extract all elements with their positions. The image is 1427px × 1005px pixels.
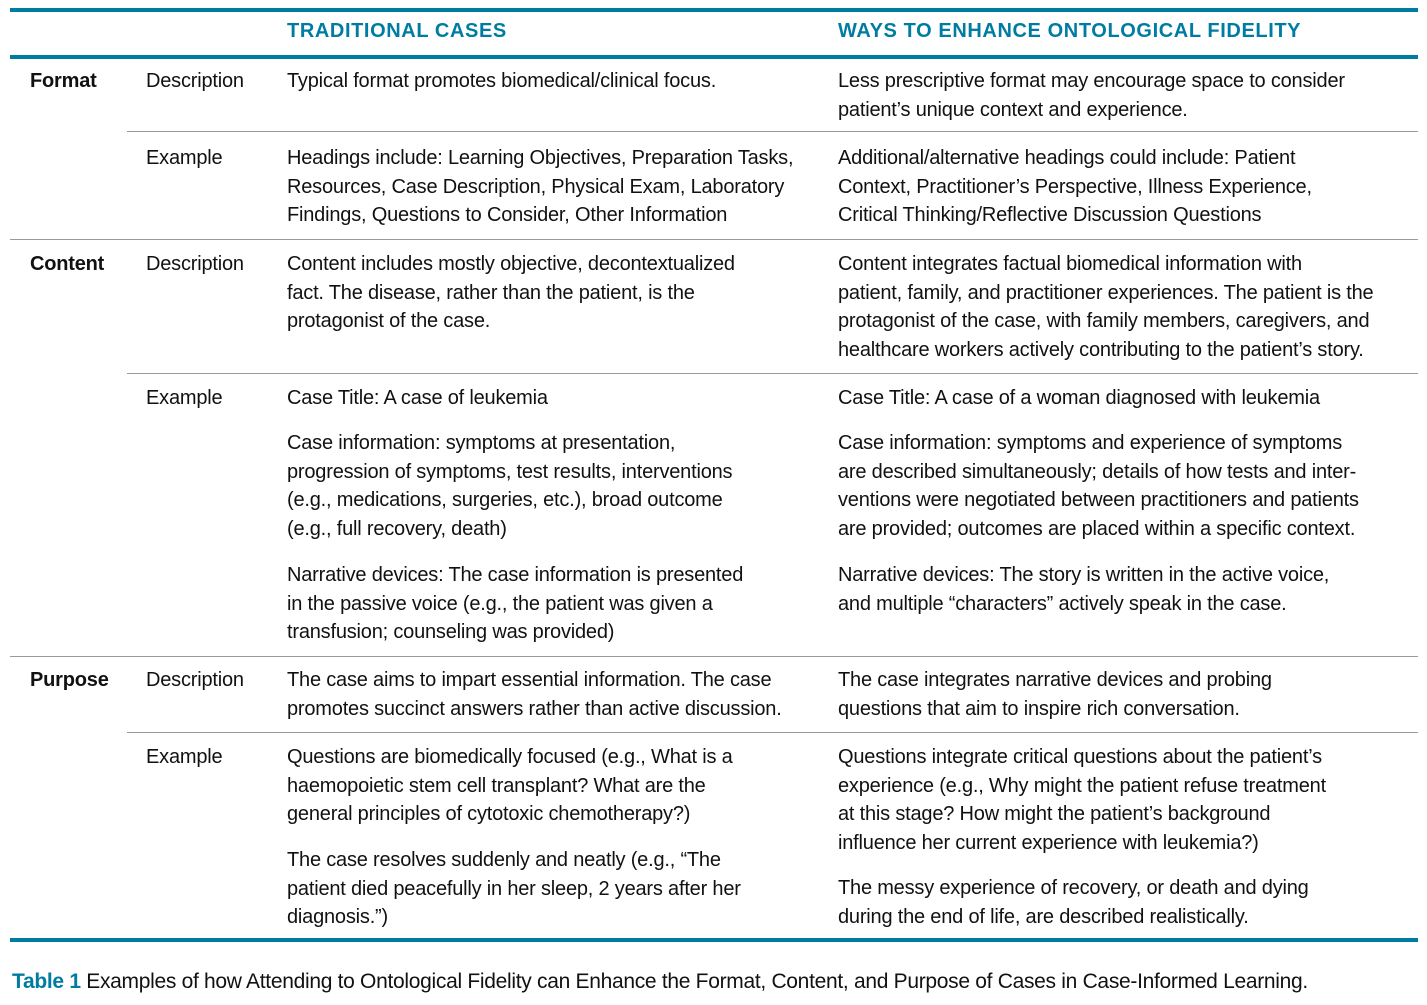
row-label: Example xyxy=(146,387,223,409)
header-rule xyxy=(10,55,1418,59)
cell-traditional: Headings include: Learning Objectives, Preparation Tasks, Resources, Case Description, Physical Exam, Laboratory Findings, Questions to Consider, Other Information xyxy=(287,147,794,227)
row-label: Example xyxy=(146,147,223,169)
cell-enhance: Content integrates factual biomedical information with patient, family, and practitioner experiences. The patient is the protagonist of the case, with family members, caregivers, and healthcare workers actively contributing to the patient’s story. xyxy=(838,253,1374,361)
category-format: Format xyxy=(30,70,97,92)
row-label: Example xyxy=(146,746,223,768)
row-label: Description xyxy=(146,253,244,275)
top-rule xyxy=(10,8,1418,12)
cell-enhance: Less prescriptive format may encourage space to consider patient’s unique context and experience. xyxy=(838,70,1345,121)
cell-enhance: Case Title: A case of a woman diagnosed with leukemia xyxy=(838,387,1320,409)
cell-enhance: Questions integrate critical questions about the patient’s experience (e.g., Why might the patient refuse treatment at this stage? How might the patient’s background influence her current experience with leukemia?) xyxy=(838,746,1326,854)
cell-traditional: Narrative devices: The case information is presented in the passive voice (e.g., the patient was given a transfusion; counseling was provided) xyxy=(287,564,744,644)
row-divider xyxy=(127,732,1418,733)
header-traditional-cases: TRADITIONAL CASES xyxy=(287,20,507,42)
row-divider xyxy=(127,131,1418,132)
cell-enhance: The case integrates narrative devices and probing questions that aim to inspire rich conversation. xyxy=(838,669,1272,720)
caption-text: Examples of how Attending to Ontological Fidelity can Enhance the Format, Content, and Purpose of Cases in Case-Informed Learning. xyxy=(80,970,1308,993)
row-label: Description xyxy=(146,70,244,92)
cell-traditional: Case information: symptoms at presentation, progression of symptoms, test results, interventions (e.g., medications, surgeries, etc.), broad outcome (e.g., full recovery, death) xyxy=(287,432,733,540)
cell-traditional: Content includes mostly objective, decontextualized fact. The disease, rather than the patient, is the protagonist of the case. xyxy=(287,253,735,333)
cell-enhance: Additional/alternative headings could include: Patient Context, Practitioner’s Perspective, Illness Experience, Critical Thinking/Reflective Discussion Questions xyxy=(838,147,1312,227)
cell-enhance: Case information: symptoms and experience of symptoms are described simultaneously; details of how tests and inter- ventions were negotiated between practitioners and patients are provided; outcomes are placed within a specific context. xyxy=(838,432,1359,540)
cell-traditional: The case aims to impart essential information. The case promotes succinct answers rather than active discussion. xyxy=(287,669,782,720)
cell-traditional: Case Title: A case of leukemia xyxy=(287,387,548,409)
table-caption xyxy=(12,970,1308,994)
section-divider xyxy=(10,239,1418,240)
cell-traditional: The case resolves suddenly and neatly (e.g., “The patient died peacefully in her sleep, 2 years after her diagnosis.”) xyxy=(287,849,741,929)
cell-traditional: Typical format promotes biomedical/clinical focus. xyxy=(287,70,717,92)
bottom-rule xyxy=(10,938,1418,942)
cell-enhance: The messy experience of recovery, or death and dying during the end of life, are described realistically. xyxy=(838,877,1309,928)
row-label: Description xyxy=(146,669,244,691)
cell-enhance: Narrative devices: The story is written in the active voice, and multiple “characters” actively speak in the case. xyxy=(838,564,1330,615)
category-content: Content xyxy=(30,253,105,275)
cell-traditional: Questions are biomedically focused (e.g., What is a haemopoietic stem cell transplant? What are the general principles of cytotoxic chemotherapy?) xyxy=(287,746,733,826)
caption-label: Table 1 xyxy=(12,970,81,993)
section-divider xyxy=(10,656,1418,657)
category-purpose: Purpose xyxy=(30,669,109,691)
row-divider xyxy=(127,373,1418,374)
header-enhance-fidelity: WAYS TO ENHANCE ONTOLOGICAL FIDELITY xyxy=(838,20,1302,42)
